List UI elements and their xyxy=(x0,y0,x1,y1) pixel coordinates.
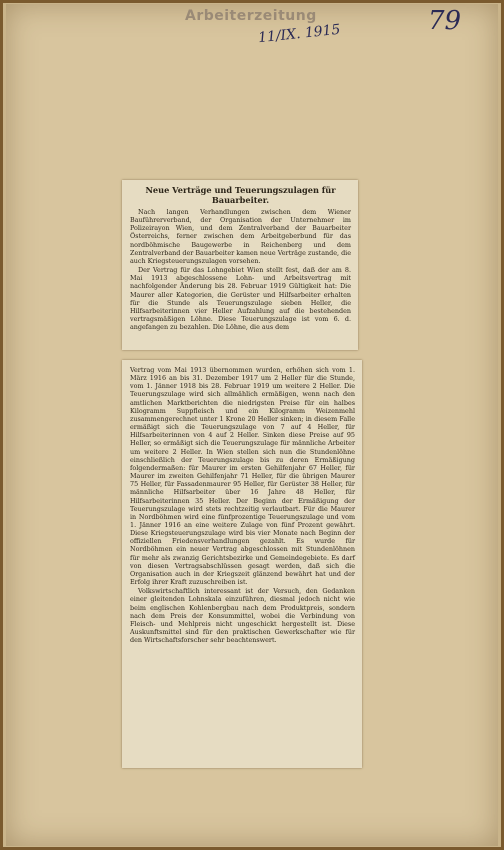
clipping-part-1 xyxy=(122,180,358,350)
article-paragraph: Volkswirtschaftlich interessant ist der Versuch, den Gedanken einer gleitenden Lohnskala einzuführen, diesmal jedoch nicht wie beim englischen Kohlenbergbau nach dem Produktpreis, sondern nach dem Preis der Konsummittel, wobei die Verbindung von Fleisch- und Mehlpreis nicht ungeschickt hergestellt ist. Diese Auskunftsmittel sind für den praktischen Gewerkschafter wie für den Wirtschaftsforscher sehr beachtenswert. xyxy=(130,587,355,645)
clipping-part-2-body xyxy=(122,360,362,644)
article-title: Neue Verträge und Teuerungszulagen für Bauarbeiter. xyxy=(145,185,336,205)
handwritten-folio-number: 79 xyxy=(428,6,462,36)
article-paragraph: Vertrag vom Mai 1913 übernommen wurden, erhöhen sich vom 1. März 1916 an bis 31. Dezember 1917 um 2 Heller für die Stunde, vom 1. Jänner 1918 bis 28. Februar 1919 um weitere 2 Heller. Die Teuerungszulage wird sich allmählich ermäßigen, wenn nach den amtlichen Marktberichten die niedrigsten Preise für ein halbes Kilogramm Suppfleisch und ein Kilogramm Weizenmehl zusammengerechnet unter 1 Krone 20 Heller sinken; in diesem Falle ermäßigt sich die Teuerungszulage von 7 auf 4 Heller, für Hilfsarbeiterinnen von 4 auf 2 Heller. Sinken diese Preise auf 95 Heller, so ermäßigt sich die Teuerungszulage für männliche Arbeiter um weitere 2 Heller. In Wien stellen sich nun die Stundenlöhne einschließlich der Teuerungszulage bis zu deren Ermäßigung folgendermaßen: für Maurer im ersten Gehilfenjahr 67 Heller, für Maurer im zweiten Gehilfenjahr 71 Heller, für die übrigen Maurer 75 Heller, für Fassadenmaurer 95 Heller, für Gerüster 38 Heller, für männliche Hilfsarbeiter über 16 Jahre 48 Heller, für Hilfsarbeiterinnen 35 Heller. Der Beginn der Ermäßigung der Teuerungszulage wird stets rechtzeitig verlautbart. Für die Maurer in Nordböhmen wird eine fünfprozentige Teuerungszulage und vom 1. Jänner 1916 an eine weitere Zulage von fünf Prozent gewährt. Diese Kriegsteuerungszulage wird bis vier Monate nach Beginn der offiziellen Friedensverhandlungen gezahlt. Es wurde für Nordböhmen ein neuer Vertrag abgeschlossen mit Stundenlöhnen für mehr als zwanzig Gerichtsbezirke und Gemeindegebiete. Es darf von diesen Vertragsabschlüssen gesagt werden, daß sich die Organisation auch in der Kriegszeit glänzend bewährt hat und der Erfolg ihrer Kraft zuzuschreiben ist. xyxy=(130,366,355,587)
handwritten-date: 11/IX. 1915 xyxy=(257,21,342,47)
article-paragraph: Nach langen Verhandlungen zwischen dem Wiener Bauführerverband, der Organisation der Unternehmer im Polizeirayon Wien, und dem Zentralverband der Bauarbeiter Österreichs, ferner zwischen dem Arbeitgeberbund für das nordböhmische Baugewerbe in Reichenberg und dem Zentralverband der Bauarbeiter kamen neue Verträge zustande, die auch Kriegsteuerungszulagen vorsehen. xyxy=(130,208,352,265)
article-paragraph: Der Vertrag für das Lohngebiet Wien stellt fest, daß der am 8. Mai 1913 abgeschlossene Lohn- und Arbeitsvertrag mit nachfolgender Änderung bis 28. Februar 1919 Gültigkeit hat: Die Maurer aller Kategorien, die Gerüster und Hilfsarbeiter erhalten für die Stunde als Teuerungszulage sieben Heller, die Hilfsarbeiterinnen vier Heller Aufzahlung auf die bestehenden vertragsmäßigen Löhne. Diese Teuerungszulage ist vom 6. d. angefangen zu bezahlen. Die Löhne, die aus dem xyxy=(130,266,351,332)
clipping-part-2 xyxy=(122,360,362,768)
clipping-part-1-body xyxy=(122,180,358,331)
newspaper-masthead-stamp: Arbeiterzeitung xyxy=(185,8,317,24)
